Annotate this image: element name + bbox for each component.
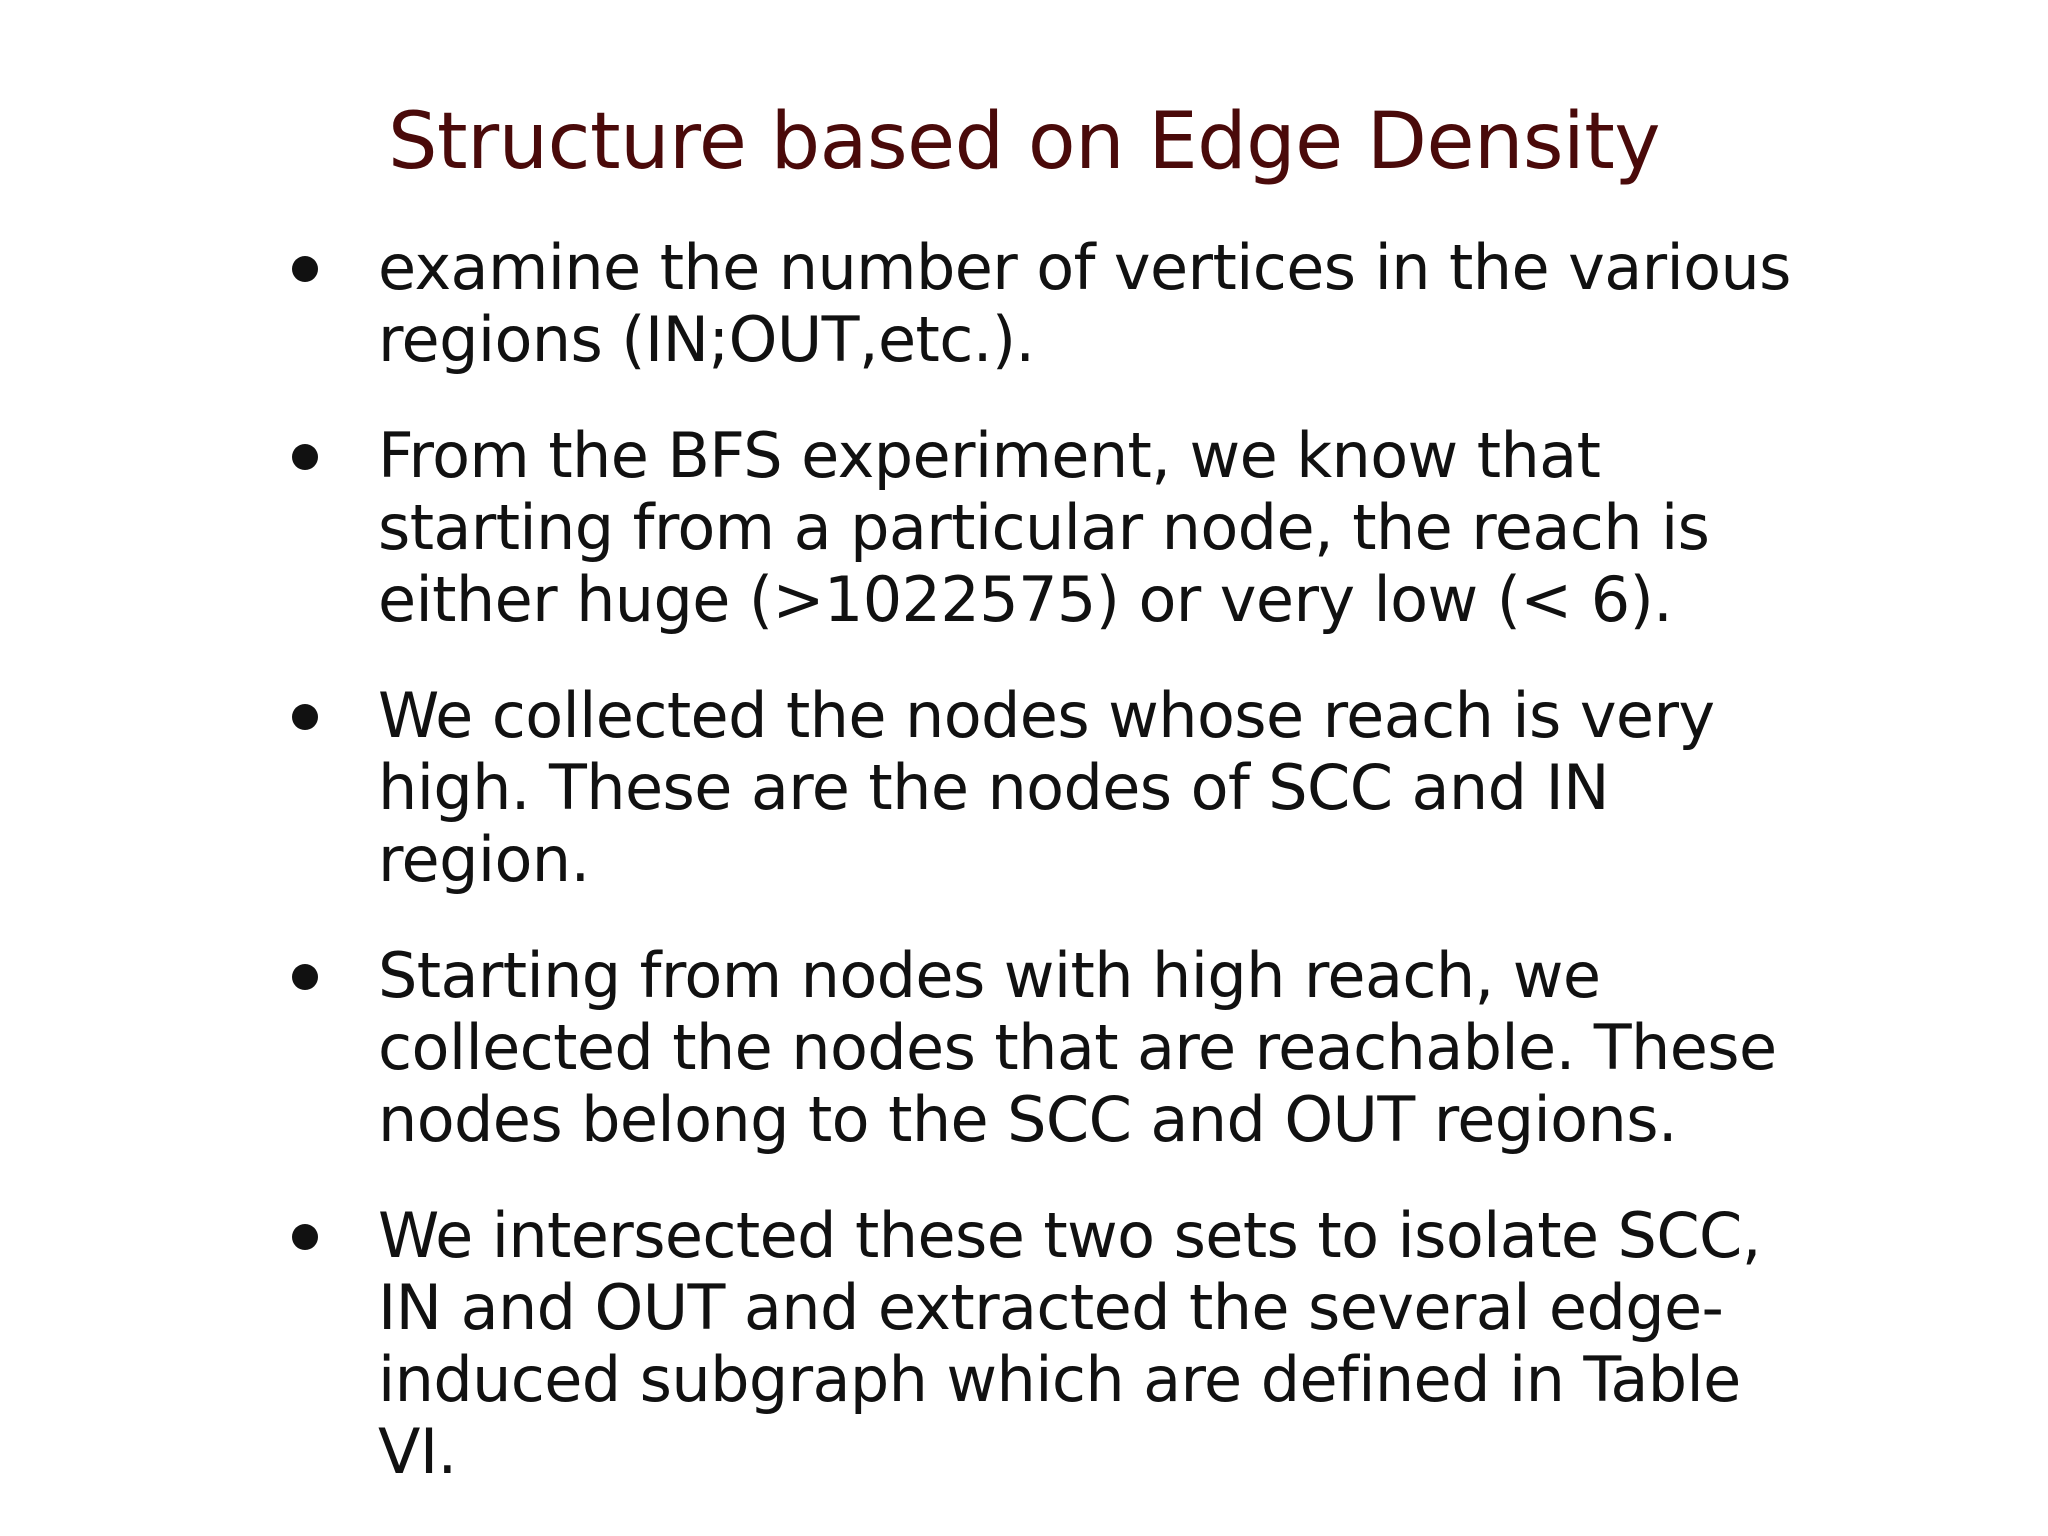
bullet-item xyxy=(290,420,1910,636)
bullet-dot-icon xyxy=(292,256,318,282)
bullet-text: We intersected these two sets to isolate SCC, IN and OUT and extracted the several edge- induced subgraph which are defined in Table VI. xyxy=(378,1199,1761,1488)
bullet-item xyxy=(290,1200,1910,1488)
bullet-text: Starting from nodes with high reach, we collected the nodes that are reachable. These nodes belong to the SCC and OUT regions. xyxy=(378,939,1777,1156)
bullet-item xyxy=(290,232,1910,376)
bullet-text: We collected the nodes whose reach is very high. These are the nodes of SCC and IN region. xyxy=(378,679,1715,896)
slide-title: Structure based on Edge Density xyxy=(388,97,1660,187)
bullet-dot-icon xyxy=(292,704,318,730)
bullet-dot-icon xyxy=(292,1224,318,1250)
bullet-text: examine the number of vertices in the various regions (IN;OUT,etc.). xyxy=(378,231,1791,376)
bullet-dot-icon xyxy=(292,964,318,990)
bullet-text: From the BFS experiment, we know that starting from a particular node, the reach is either huge (>1022575) or very low (< 6). xyxy=(378,419,1710,636)
bullet-list xyxy=(290,232,1910,1532)
bullet-dot-icon xyxy=(292,444,318,470)
bullet-item xyxy=(290,940,1910,1156)
bullet-item xyxy=(290,680,1910,896)
